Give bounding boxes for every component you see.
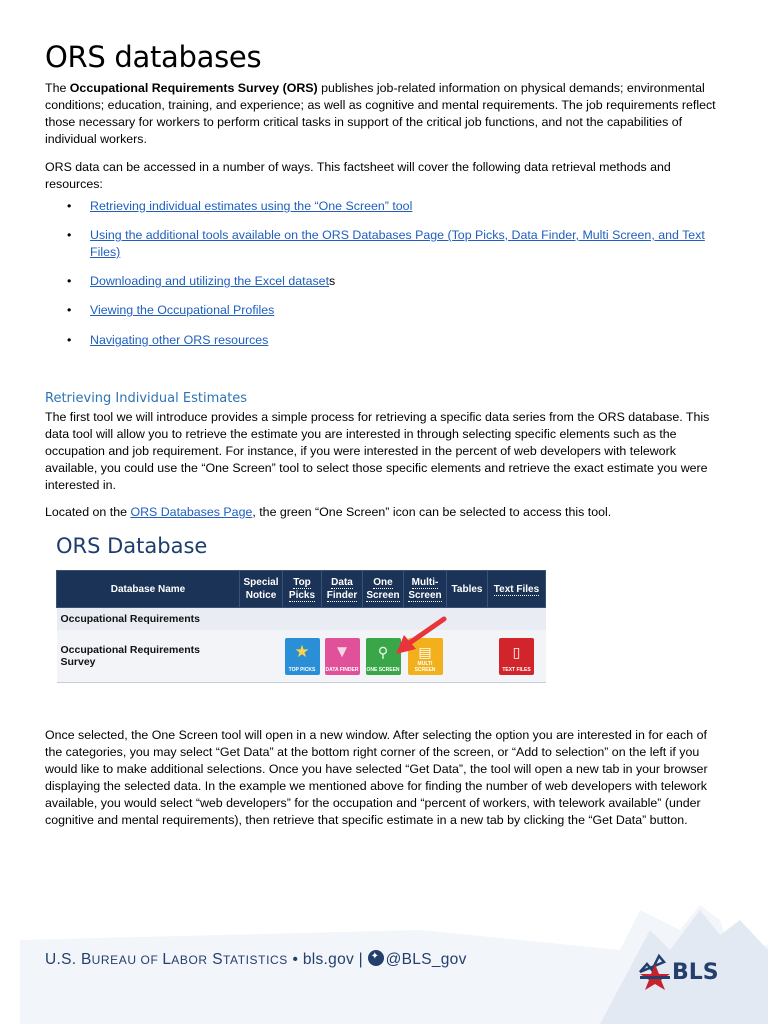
section-paragraph: The first tool we will introduce provides a simple process for retrieving a specific data series from the ORS database. This data tool will allow you to retrieve the estimate you are interested in through selecting specific elements such as the occupation and job requirement. For instance, if you were interested in the percent of web developers with telework available, you could use the “One Screen” tool to select those specific elements and retrieve the exact estimate you were interested in. [45,410,710,492]
link-additional-tools[interactable]: Using the additional tools available on the ORS Databases Page (Top Picks, Data Finder, Multi Screen, and Text Files) [90,228,705,259]
ors-databases-page-link[interactable]: ORS Databases Page [130,505,253,519]
intro-rest: publishes job-related information on physical demands; environmental conditions; education, training, and experience; as well as cognitive and mental requirements. The job requirements reflect those necessary for workers to perform critical tasks in support of the critical job functions, and not the capabilities of individual workers. [45,81,716,146]
col-tables: Tables [447,571,488,608]
intro-bold: Occupational Requirements Survey (ORS) [69,81,318,95]
access-paragraph: ORS data can be accessed in a number of ways. This factsheet will cover the following data retrieval methods and resources: [45,160,671,191]
list-item: • Downloading and utilizing the Excel datasets [67,274,336,288]
intro-pre: The [45,81,70,95]
list-item: • Retrieving individual estimates using the “One Screen” tool [67,199,413,213]
intro-paragraph [45,80,725,148]
list-item: • Using the additional tools available on the ORS Databases Page (Top Picks, Data Finder, Multi Screen, and Text Files) [67,228,705,259]
data-finder-icon[interactable]: ▼ DATA FINDER [325,638,360,675]
list-item: • Navigating other ORS resources [67,333,269,347]
link-one-screen[interactable]: Retrieving individual estimates using the “One Screen” tool [90,199,413,213]
screenshot-title: ORS Database [56,534,208,558]
link-occupational-profiles[interactable]: Viewing the Occupational Profiles [90,303,275,317]
link-other-resources[interactable]: Navigating other ORS resources [90,333,269,347]
col-multi-screen: Multi-Screen [404,571,447,608]
col-special-notice: Special Notice [240,571,283,608]
col-one-screen: One Screen [363,571,404,608]
red-arrow-icon [56,532,546,692]
footer [0,890,768,1024]
text-files-icon[interactable]: ▯ TEXT FILES [499,638,534,675]
col-database-name: Database Name [57,571,240,608]
col-text-files: Text Files [488,571,546,608]
section-heading: Retrieving Individual Estimates [45,391,248,406]
twitter-icon[interactable]: ✦ [368,950,384,966]
method-link-list [45,198,725,349]
once-selected-paragraph: Once selected, the One Screen tool will open in a new window. After selecting the option you are interested in for each of the categories, you may select “Get Data” at the bottom right corner of the screen, or “Add to selection” on the left if you would like to make additional selections. Once you have selected “Get Data”, the tool will open a new tab in your browser displaying the selected data. In the example we mentioned above for finding the number of web developers with telework available, you would select “web developers” for the occupation and “percent of workers, with telework available” (under cognitive and mental requirements), then retrieve that specific estimate in a new tab by clicking the “Get Data” button. [45,728,708,827]
twitter-handle[interactable]: @BLS_gov [385,951,467,968]
col-data-finder: Data Finder [322,571,363,608]
col-top-picks: Top Picks [283,571,322,608]
survey-name-cell: Occupational Requirements Survey [57,630,240,683]
category-cell: Occupational Requirements [57,608,546,631]
ors-database-screenshot [56,532,546,692]
link-suffix: s [329,274,336,288]
footer-text: U.S. BUREAU OF LABOR STATISTICS • bls.gov | ✦ @BLS_gov [45,951,467,968]
bls-logo-text: BLS [672,960,719,985]
top-picks-icon[interactable]: ★ TOP PICKS [285,638,320,675]
one-screen-icon[interactable]: ⚲ ONE SCREEN [366,638,401,675]
list-item: • Viewing the Occupational Profiles [67,303,275,317]
link-excel-datasets[interactable]: Downloading and utilizing the Excel dataset [90,274,330,288]
page-title: ORS databases [45,40,262,74]
multi-screen-icon[interactable]: ▤ MULTI SCREEN [408,638,443,675]
located-paragraph: Located on the ORS Databases Page, the green “One Screen” icon can be selected to access this tool. [45,505,612,519]
